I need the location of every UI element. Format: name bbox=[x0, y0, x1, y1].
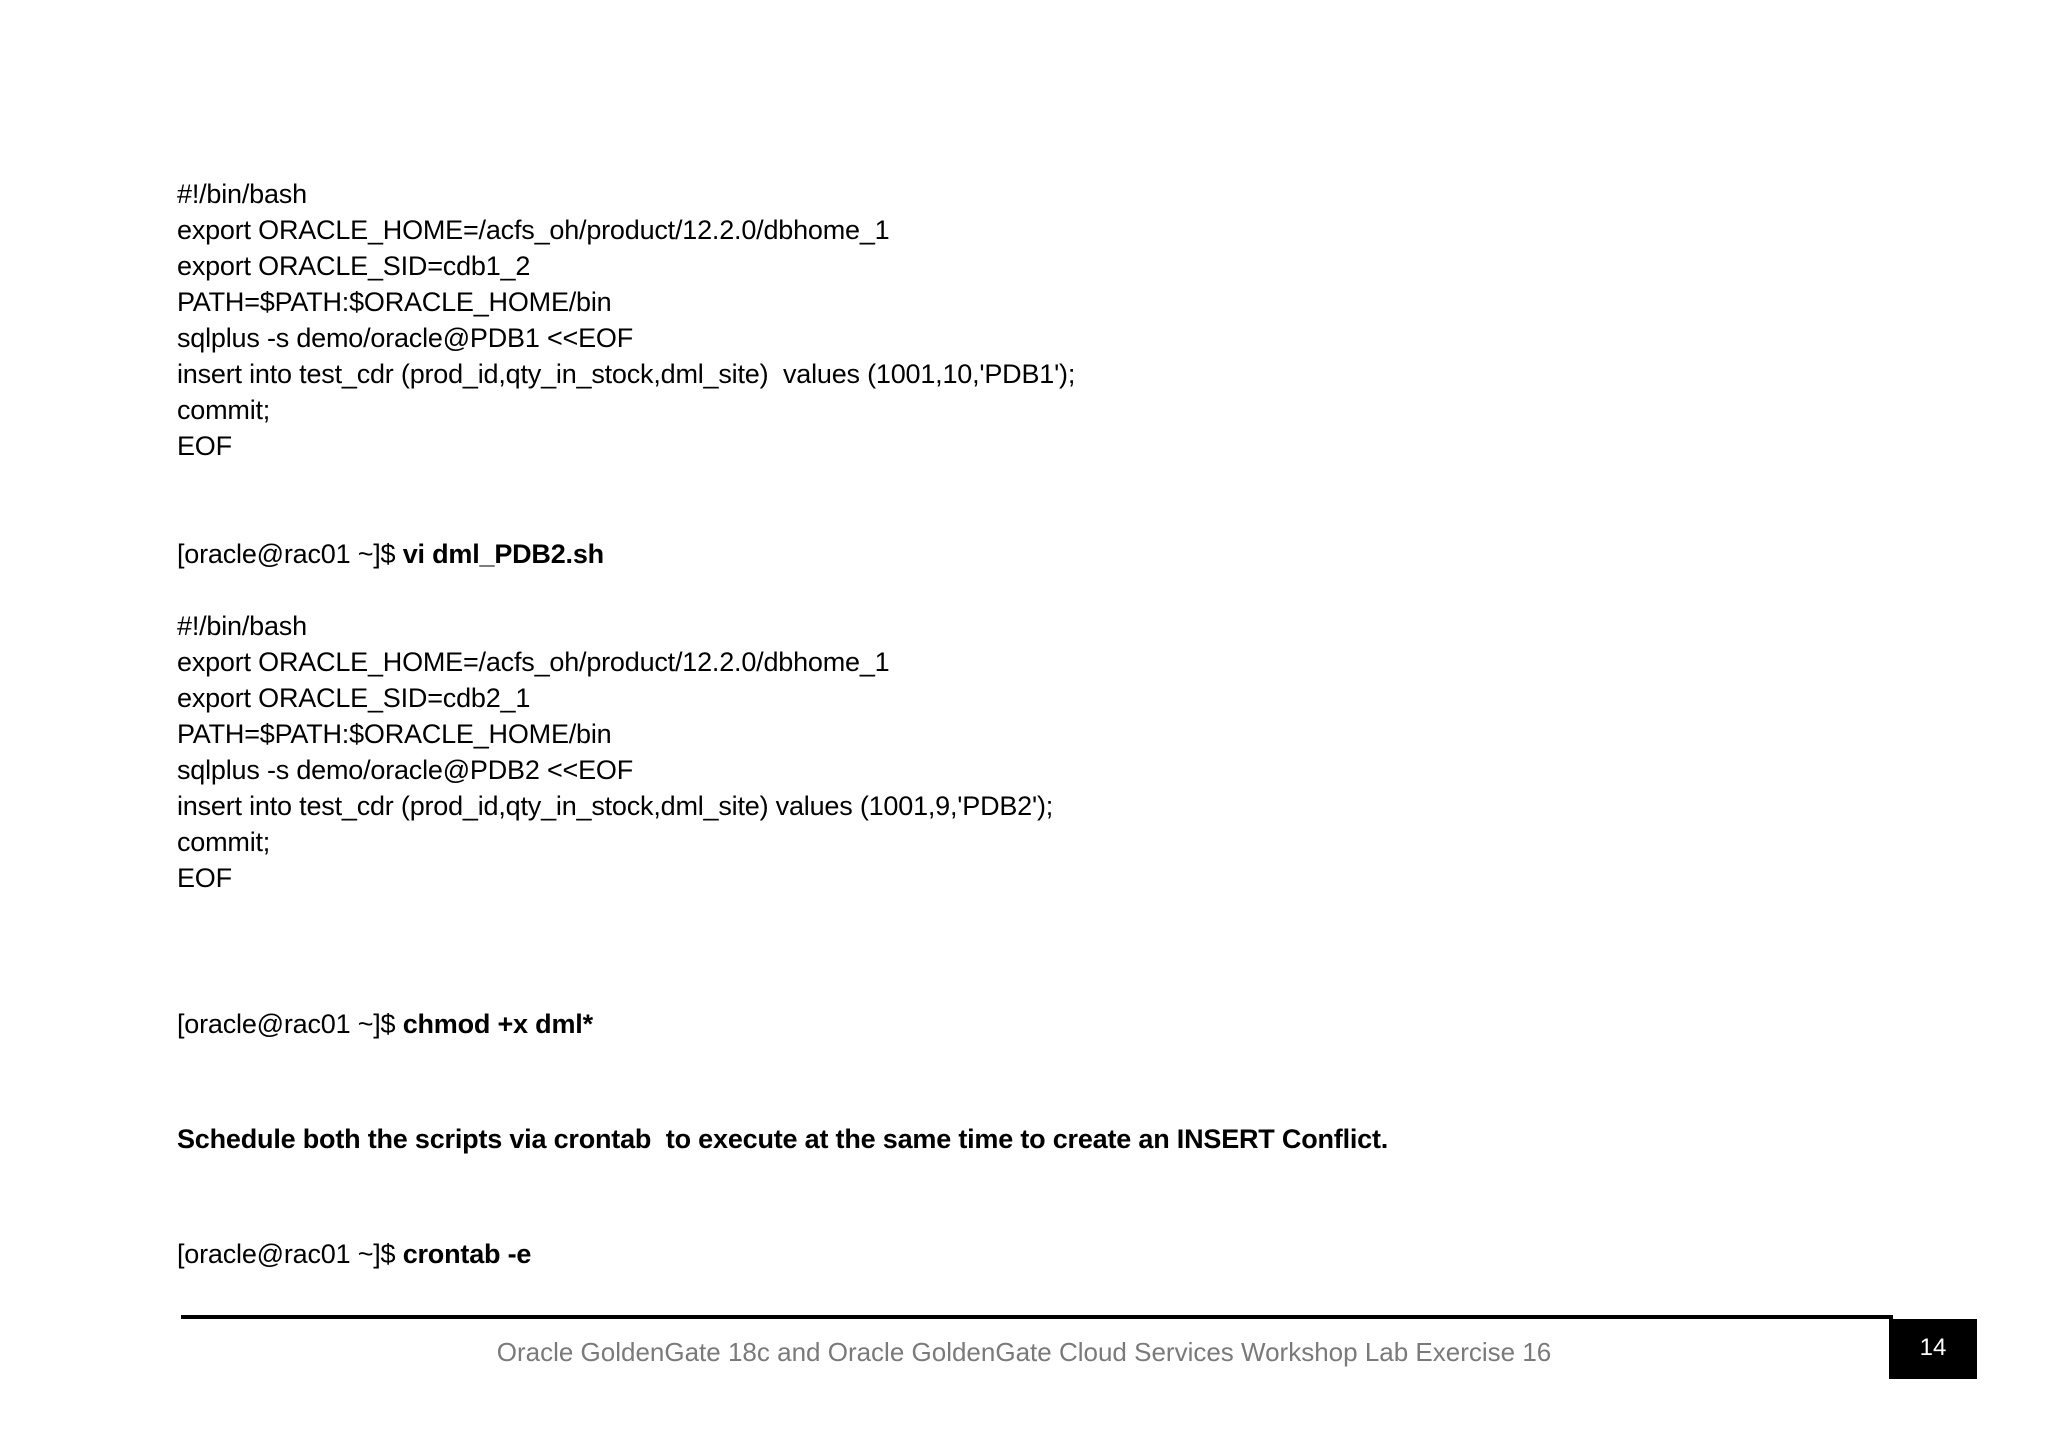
shell-command: vi dml_PDB2.sh bbox=[402, 539, 604, 569]
script2-line-8: EOF bbox=[177, 863, 232, 893]
script1-line-2: export ORACLE_HOME=/acfs_oh/product/12.2.0/dbhome_1 bbox=[177, 215, 890, 245]
crontab-command-line bbox=[177, 1236, 531, 1272]
script1-line-7: commit; bbox=[177, 395, 271, 425]
shell-prompt: [oracle@rac01 ~]$ bbox=[177, 539, 403, 569]
script1-line-5: sqlplus -s demo/oracle@PDB1 <<EOF bbox=[177, 323, 633, 353]
shell-prompt: [oracle@rac01 ~]$ bbox=[177, 1009, 403, 1039]
script2-line-2: export ORACLE_HOME=/acfs_oh/product/12.2.0/dbhome_1 bbox=[177, 647, 890, 677]
vi-command-line bbox=[177, 536, 604, 572]
chmod-command-line bbox=[177, 1006, 593, 1042]
script1-line-6: insert into test_cdr (prod_id,qty_in_stock,dml_site) values (1001,10,'PDB1'); bbox=[177, 359, 1076, 389]
script2-line-3: export ORACLE_SID=cdb2_1 bbox=[177, 683, 531, 713]
footer-title: Oracle GoldenGate 18c and Oracle GoldenGate Cloud Services Workshop Lab Exercise 16 bbox=[496, 1337, 1552, 1367]
script2-line-7: commit; bbox=[177, 827, 271, 857]
instruction-text: Schedule both the scripts via crontab to execute at the same time to create an INSERT Conflict. bbox=[177, 1124, 1389, 1154]
script1-line-8: EOF bbox=[177, 431, 232, 461]
footer-divider bbox=[181, 1315, 1893, 1319]
script2-line-4: PATH=$PATH:$ORACLE_HOME/bin bbox=[177, 719, 612, 749]
script1-line-1: #!/bin/bash bbox=[177, 179, 307, 209]
shell-command: chmod +x dml* bbox=[402, 1009, 593, 1039]
script2-line-6: insert into test_cdr (prod_id,qty_in_stock,dml_site) values (1001,9,'PDB2'); bbox=[177, 791, 1054, 821]
script2-line-1: #!/bin/bash bbox=[177, 611, 307, 641]
shell-prompt: [oracle@rac01 ~]$ bbox=[177, 1239, 403, 1269]
script2-line-5: sqlplus -s demo/oracle@PDB2 <<EOF bbox=[177, 755, 633, 785]
shell-command: crontab -e bbox=[402, 1239, 532, 1269]
script1-line-4: PATH=$PATH:$ORACLE_HOME/bin bbox=[177, 287, 612, 317]
page-number: 14 bbox=[1889, 1319, 1977, 1379]
script1-line-3: export ORACLE_SID=cdb1_2 bbox=[177, 251, 531, 281]
